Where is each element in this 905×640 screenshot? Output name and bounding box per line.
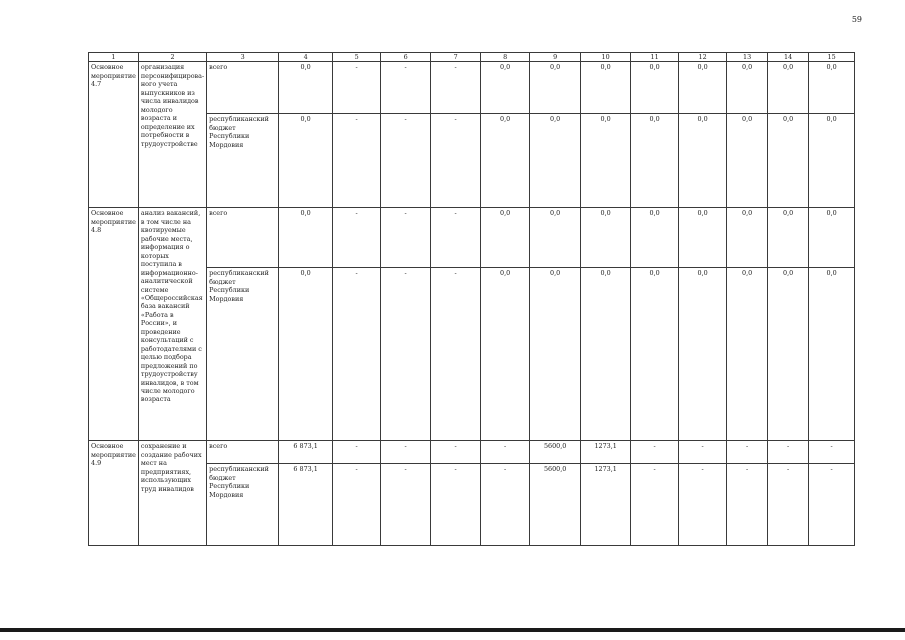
column-number: 6: [381, 53, 431, 62]
column-number: 4: [279, 53, 333, 62]
value-cell: 0,0: [768, 114, 809, 208]
value-cell: 0,0: [530, 114, 581, 208]
value-cell: -: [679, 441, 727, 464]
budget-table: [88, 52, 855, 546]
value-cell: 0,0: [727, 208, 768, 268]
value-cell: -: [381, 62, 431, 114]
value-cell: -: [431, 208, 481, 268]
value-cell: -: [333, 114, 381, 208]
value-cell: -: [809, 464, 855, 546]
column-number: 12: [679, 53, 727, 62]
column-number: 1: [89, 53, 139, 62]
value-cell: 6 873,1: [279, 464, 333, 546]
value-cell: -: [381, 441, 431, 464]
table-row: [89, 208, 855, 268]
value-cell: 0,0: [679, 114, 727, 208]
column-number: 11: [631, 53, 679, 62]
value-cell: -: [431, 268, 481, 441]
value-cell: 0,0: [768, 62, 809, 114]
value-cell: -: [679, 464, 727, 546]
value-cell: -: [381, 464, 431, 546]
value-cell: 0,0: [679, 268, 727, 441]
value-cell: 0,0: [809, 114, 855, 208]
column-number: 7: [431, 53, 481, 62]
value-cell: -: [727, 464, 768, 546]
value-cell: 0,0: [481, 62, 530, 114]
value-cell: 0,0: [279, 62, 333, 114]
value-cell: 1273,1: [581, 441, 631, 464]
value-cell: 0,0: [768, 268, 809, 441]
value-cell: 0,0: [809, 208, 855, 268]
value-cell: 0,0: [530, 62, 581, 114]
table-row: [89, 441, 855, 464]
value-cell: 0,0: [727, 268, 768, 441]
funding-source-cell: всего: [207, 208, 279, 268]
page-number: 59: [851, 15, 862, 24]
value-cell: 0,0: [481, 268, 530, 441]
column-number: 13: [727, 53, 768, 62]
value-cell: -: [431, 464, 481, 546]
value-cell: -: [381, 114, 431, 208]
activity-cell: Основное мероприятие 4.9: [89, 441, 139, 546]
column-number-row: [89, 53, 855, 62]
value-cell: 0,0: [809, 268, 855, 441]
value-cell: 0,0: [631, 114, 679, 208]
value-cell: 5600,0: [530, 464, 581, 546]
funding-source-cell: всего: [207, 441, 279, 464]
value-cell: -: [381, 268, 431, 441]
value-cell: -: [631, 441, 679, 464]
value-cell: 0,0: [631, 208, 679, 268]
description-cell: организация персонифицирова-ного учета выпускников из числа инвалидов молодого возраста и определение их потребности в трудоустройстве: [138, 62, 206, 208]
scan-edge-bar: [0, 628, 905, 632]
value-cell: 0,0: [631, 62, 679, 114]
funding-source-cell: республиканский бюджет Республики Мордовия: [207, 114, 279, 208]
column-number: 5: [333, 53, 381, 62]
value-cell: 6 873,1: [279, 441, 333, 464]
value-cell: -: [727, 441, 768, 464]
column-number: 9: [530, 53, 581, 62]
value-cell: 0,0: [581, 114, 631, 208]
column-number: 14: [768, 53, 809, 62]
column-number: 2: [138, 53, 206, 62]
value-cell: -: [431, 441, 481, 464]
value-cell: 0,0: [581, 268, 631, 441]
table-row: [89, 62, 855, 114]
value-cell: 0,0: [279, 268, 333, 441]
value-cell: -: [333, 208, 381, 268]
value-cell: 0,0: [581, 208, 631, 268]
value-cell: -: [333, 268, 381, 441]
value-cell: 0,0: [279, 114, 333, 208]
value-cell: 0,0: [679, 62, 727, 114]
activity-cell: Основное мероприятие 4.8: [89, 208, 139, 441]
value-cell: -: [381, 208, 431, 268]
value-cell: -: [481, 464, 530, 546]
value-cell: -: [631, 464, 679, 546]
value-cell: -: [431, 114, 481, 208]
value-cell: 5600,0: [530, 441, 581, 464]
column-number: 8: [481, 53, 530, 62]
value-cell: 0,0: [727, 114, 768, 208]
value-cell: 0,0: [481, 114, 530, 208]
value-cell: 0,0: [581, 62, 631, 114]
description-cell: сохранение и создание рабочих мест на предприятиях, использующих труд инвалидов: [138, 441, 206, 546]
value-cell: -: [333, 62, 381, 114]
value-cell: -: [431, 62, 481, 114]
value-cell: 1273,1: [581, 464, 631, 546]
funding-source-cell: республиканский бюджет Республики Мордовия: [207, 268, 279, 441]
funding-source-cell: всего: [207, 62, 279, 114]
description-cell: анализ вакансий, в том числе на квотируемые рабочие места, информация о которых поступила в информационно-аналитической системе «Общероссийская база вакансий «Работа в России», и проведение консультаций с работодателями с целью подбора предложений по трудоустройству инвалидов, в том числе молодого возраста: [138, 208, 206, 441]
value-cell: 0,0: [481, 208, 530, 268]
value-cell: -: [481, 441, 530, 464]
value-cell: 0,0: [727, 62, 768, 114]
value-cell: 0,0: [530, 268, 581, 441]
funding-source-cell: республиканский бюджет Республики Мордовия: [207, 464, 279, 546]
activity-cell: Основное мероприятие 4.7: [89, 62, 139, 208]
value-cell: -: [768, 441, 809, 464]
value-cell: -: [333, 441, 381, 464]
column-number: 3: [207, 53, 279, 62]
value-cell: -: [768, 464, 809, 546]
value-cell: 0,0: [530, 208, 581, 268]
value-cell: 0,0: [809, 62, 855, 114]
value-cell: -: [333, 464, 381, 546]
column-number: 15: [809, 53, 855, 62]
value-cell: 0,0: [631, 268, 679, 441]
column-number: 10: [581, 53, 631, 62]
value-cell: 0,0: [279, 208, 333, 268]
value-cell: 0,0: [768, 208, 809, 268]
value-cell: 0,0: [679, 208, 727, 268]
value-cell: -: [809, 441, 855, 464]
